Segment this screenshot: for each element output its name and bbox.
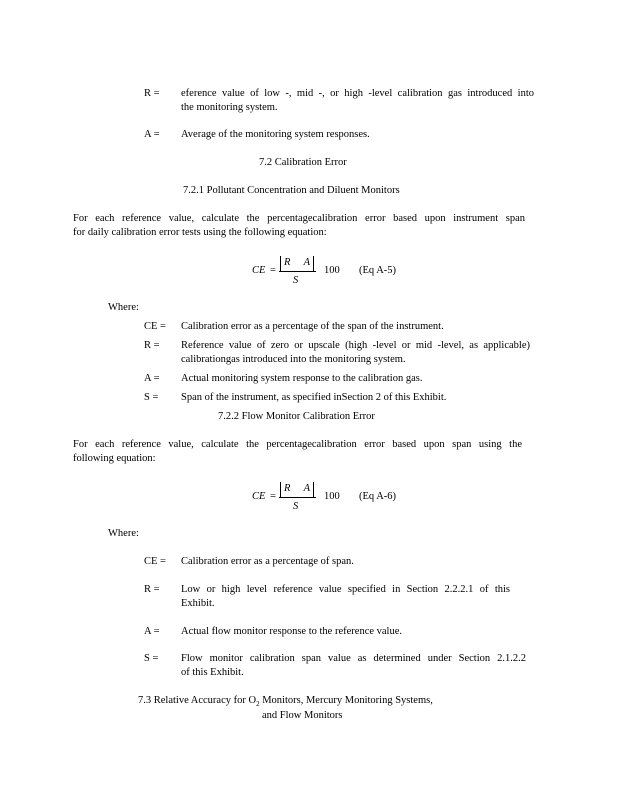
def2-symbol-a: A =: [144, 626, 160, 637]
para1-line2: for daily calibration error tests using the following equation:: [73, 227, 327, 238]
eq1-denominator: S: [293, 275, 299, 286]
section-7-3-prefix: 7.3 Relative Accuracy for O: [138, 695, 257, 706]
def2-symbol-s: S =: [144, 653, 159, 664]
section-7-3-suffix: Monitors, Mercury Monitoring Systems,: [259, 695, 433, 706]
para1-line1: For each reference value, calculate the percentagecalibration error based upon instrument span: [73, 213, 525, 224]
def2-ce-text: Calibration error as a percentage of span.: [181, 556, 354, 567]
section-7-2-1-heading: 7.2.1 Pollutant Concentration and Diluent Monitors: [183, 185, 400, 196]
section-7-3-subscript: 2: [256, 700, 260, 709]
def2-symbol-ce: CE =: [144, 556, 166, 567]
def1-symbol-a: A =: [144, 373, 160, 384]
eq1-abs-right: [313, 256, 314, 272]
eq2-abs-right: [313, 482, 314, 498]
where1-label: Where:: [108, 302, 139, 313]
def1-r-line2: calibrationgas introduced into the monitoring system.: [181, 354, 406, 365]
eq2-numerator: R   A: [284, 483, 311, 494]
def-a-top-line1: Average of the monitoring system responses.: [181, 129, 370, 140]
eq2-lhs: CE: [252, 491, 266, 502]
eq2-equals: =: [270, 491, 276, 502]
eq1-equals: =: [270, 265, 276, 276]
eq2-abs-left: [280, 482, 281, 498]
where2-label: Where:: [108, 528, 139, 539]
def2-s-line1: Flow monitor calibration span value as determined under Section 2.1.2.2: [181, 653, 526, 664]
def1-s-text: Span of the instrument, as specified inSection 2 of this Exhibit.: [181, 392, 447, 403]
para2-line2: following equation:: [73, 453, 156, 464]
def2-a-text: Actual flow monitor response to the reference value.: [181, 626, 402, 637]
def-r-top-line1: eference value of low -, mid -, or high -level calibration gas introduced into: [181, 88, 534, 99]
def-symbol-r-top: R =: [144, 88, 160, 99]
eq2-multiplier: 100: [324, 491, 340, 502]
eq1-fraction-bar: [279, 271, 316, 272]
def1-a-text: Actual monitoring system response to the calibration gas.: [181, 373, 423, 384]
section-7-2-heading: 7.2 Calibration Error: [259, 157, 347, 168]
def1-symbol-ce: CE =: [144, 321, 166, 332]
eq1-lhs: CE: [252, 265, 266, 276]
section-7-2-2-heading: 7.2.2 Flow Monitor Calibration Error: [218, 411, 375, 422]
def1-symbol-s: S =: [144, 392, 159, 403]
para2-line1: For each reference value, calculate the percentagecalibration error based upon span using the: [73, 439, 522, 450]
eq1-numerator: R   A: [284, 257, 311, 268]
def1-symbol-r: R =: [144, 340, 160, 351]
eq1-abs-left: [280, 256, 281, 272]
def1-r-line1: Reference value of zero or upscale (high -level or mid -level, as applicable): [181, 340, 530, 351]
eq1-label: (Eq A-5): [359, 265, 397, 276]
def2-r-line2: Exhibit.: [181, 598, 215, 609]
eq2-fraction-bar: [279, 497, 316, 498]
def2-r-line1: Low or high level reference value specified in Section 2.2.2.1 of this: [181, 584, 510, 595]
def1-ce-text: Calibration error as a percentage of the span of the instrument.: [181, 321, 444, 332]
section-7-3-heading-line2: and Flow Monitors: [262, 710, 343, 721]
eq1-multiplier: 100: [324, 265, 340, 276]
def-symbol-a-top: A =: [144, 129, 160, 140]
def2-s-line2: of this Exhibit.: [181, 667, 244, 678]
eq2-label: (Eq A-6): [359, 491, 397, 502]
def-r-top-line2: the monitoring system.: [181, 102, 278, 113]
eq2-denominator: S: [293, 501, 299, 512]
def2-symbol-r: R =: [144, 584, 160, 595]
